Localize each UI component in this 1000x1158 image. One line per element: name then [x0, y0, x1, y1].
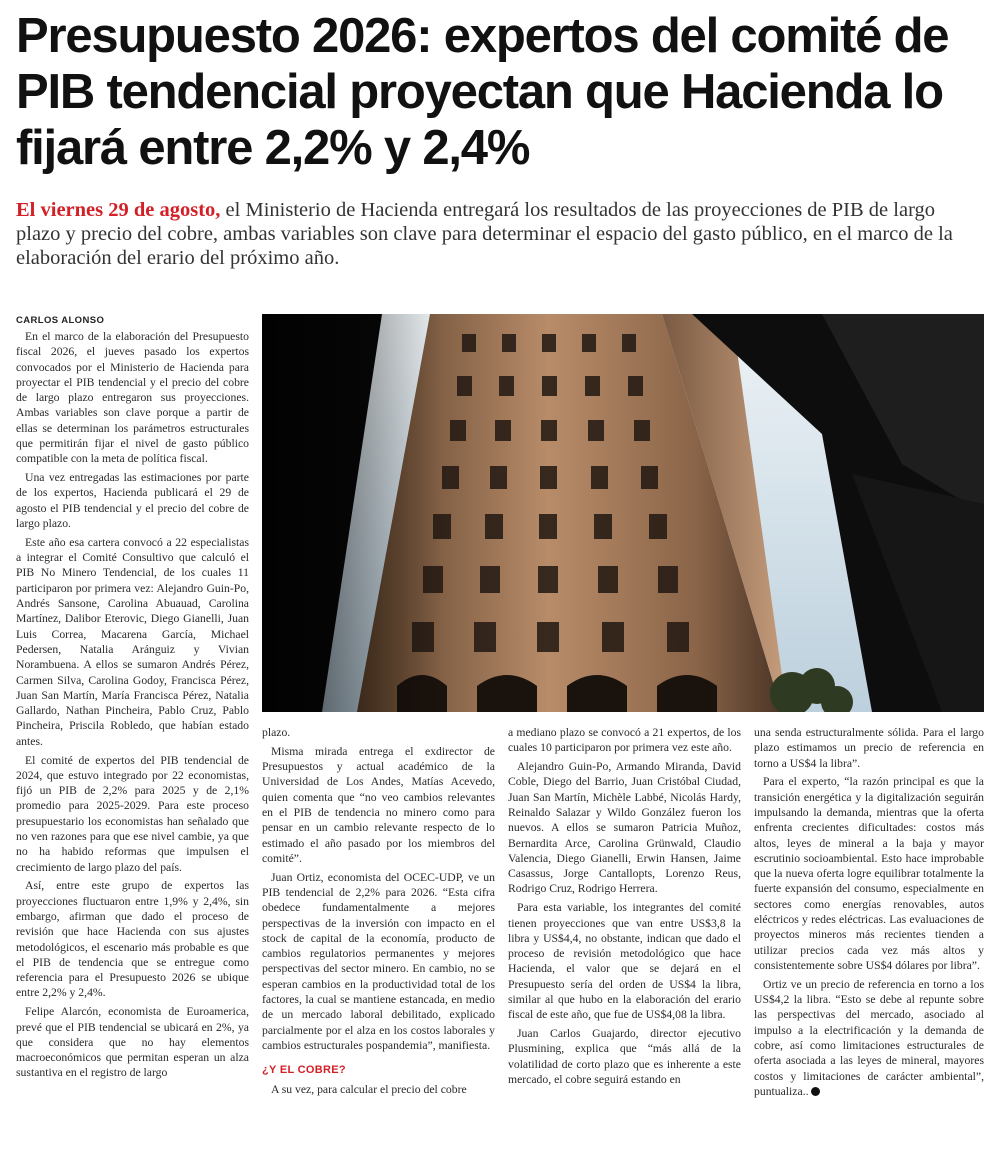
author-byline: CARLOS ALONSO: [16, 315, 105, 326]
article-lede: [16, 198, 981, 270]
text-column-1: [16, 329, 249, 1084]
paragraph-text: Ortiz ve un precio de referencia en torno a los US$4,2 la libra. “Esto se debe al repunte sobre las perspectivas del mercado, asociado al impulso a la electrificación y la demanda de cobre, así como limitaciones estructurales de oferta asociada a las leyes de mineral, mayores costos y limitaciones de carácter ambiental”, puntualiza..: [754, 977, 984, 1098]
paragraph: En el marco de la elaboración del Presupuesto fiscal 2026, el jueves pasado los expertos convocados por el Ministerio de Hacienda para proyectar el PIB tendencial y el precio del cobre de largo plazo entregaron sus proyecciones. Ambas variables son clave porque a partir de ellas se determinan los parámetros estructurales que permitirán fijar el nivel de gasto público compatible con la meta de política fiscal.: [16, 330, 249, 466]
paragraph: una senda estructuralmente sólida. Para el largo plazo estimamos un precio de referencia en torno a US$4 la libra”.: [754, 726, 984, 770]
lede-text: el Ministerio de Hacienda entregará los resultados de las proyecciones de PIB de largo plazo y precio del cobre, ambas variables son clave para determinar el espacio del gasto público, en el marco de la elaboración del erario del próximo año.: [16, 199, 953, 269]
paragraph: [754, 977, 984, 1099]
paragraph: Para el experto, “la razón principal es que la transición energética y la digitalización seguirán impulsando la demanda, mientras que la oferta enfrenta crecientes dificultades: costos más altos, leyes de mineral a la baja y mayor escrutinio socioambiental. Esto hace improbable que la nueva oferta logre equilibrar totalmente la fuerte expansión del consumo, especialmente en sectores como energías renovables, autos eléctricos y redes eléctricas. Las evaluaciones de proyectos mineros más recientes tienden a utilizar precios cada vez más altos y consistentemente sobre US$4 dólares por libra”.: [754, 775, 984, 972]
article-photo: [262, 314, 984, 712]
building-photo-illustration: [262, 314, 984, 712]
paragraph: Alejandro Guin-Po, Armando Miranda, David Coble, Diego del Barrio, Juan Cristóbal Ciudad, Juan San Martín, Michèle Labbé, Nicolás Hardy, Reinaldo Salazar y Wildo González fueron los nuevos. A ellos se sumaron Patricia Muñoz, Bernardita Arce, Carolina Grünwald, Claudio Valencia, Diego Gianelli, Erwin Hansen, Jaime Casassus, Jorge Cantallopts, Lorenzo Reus, Rodrigo Cruz, Rodrigo Herrera.: [508, 760, 741, 896]
section-subhead: ¿Y EL COBRE?: [262, 1064, 346, 1077]
paragraph: Juan Carlos Guajardo, director ejecutivo Plusmining, explica que “más allá de la volatilidad de corto plazo que es inherente a este mercado, el cobre seguirá estando en: [508, 1027, 741, 1087]
paragraph: a mediano plazo se convocó a 21 expertos, de los cuales 10 participaron por primera vez este año.: [508, 726, 741, 755]
article-headline: Presupuesto 2026: expertos del comité de PIB tendencial proyectan que Hacienda lo fijará entre 2,2% y 2,4%: [16, 9, 949, 175]
paragraph: plazo.: [262, 726, 291, 739]
paragraph: Este año esa cartera convocó a 22 especialistas a integrar el Comité Consultivo que calculó el PIB No Minero Tendencial, de los cuales 11 participaron por primera vez: Alejandro Guin-Po, Andrés Sansone, Carolina Abuauad, Carolina Martínez, Dalibor Eterovic, Diego Gianelli, Juan Luis Correa, Macarena García, Michael Pedersen, Natalia Aránguiz y Vivian Norambuena. A ellos se sumaron Andrés Pérez, Carmen Silva, Carolina Godoy, Francisca Pérez, Juan San Martín, María Francisca Pérez, Natalia Gallardo, Nathan Pincheira, Pablo Cruz, Pablo Pincheira, Priscila Robledo, que habían estado antes.: [16, 535, 249, 748]
text-column-3: [508, 725, 741, 1091]
paragraph: Felipe Alarcón, economista de Euroamerica, prevé que el PIB tendencial se ubicará en 2%, ya que considera que no hay elementos macroeconómicos que permitan esperan un alza sustantiva en el registro de largo: [16, 1005, 249, 1080]
text-column-4: [754, 725, 984, 1103]
paragraph: Misma mirada entrega el exdirector de Presupuestos y actual académico de la Universidad de Los Andes, Matías Acevedo, quien comenta que “no veo cambios relevantes en el PIB de tendencia no minero como para pensar en un cambio relevante respecto de lo estimado el año pasado por los miembros del comité”.: [262, 744, 495, 865]
paragraph: Así, entre este grupo de expertos las proyecciones fluctuaron entre 1,9% y 2,4%, sin embargo, afirman que dado el proceso de revisión que hace Hacienda con sus ajustes metodológicos, el escenario más probable es que el PIB de tendencia que se entregue como referencia para el Presupuesto 2026 se ubique entre 2,2% y 2,4%.: [16, 879, 249, 1000]
end-of-article-icon: [811, 1087, 820, 1096]
paragraph: Para esta variable, los integrantes del comité tienen proyecciones que van entre US$3,8 la libra y US$4,4, no obstante, indican que dado el proceso de revisión metodológico que hace Hacienda, el valor que se dejará en el Presupuesto sería del orden de US$4 la libra, similar al que hubo en la elaboración del erario fiscal de este año, que fue de US$4,08 la libra.: [508, 901, 741, 1022]
text-column-2: [262, 725, 495, 1100]
paragraph: El comité de expertos del PIB tendencial de 2024, que estuvo integrado por 22 economistas, fijó un PIB de 2,2% para 2025 y de 2,1% promedio para 2025-2029. Para este proceso presupuestario los economistas han señalado que no ven razones para que ese nivel cambie, ya que no ha habido reformas que impulsen el crecimiento de largo plazo del país.: [16, 753, 249, 874]
paragraph: Una vez entregadas las estimaciones por parte de los expertos, Hacienda publicará el 29 de agosto el PIB tendencial y el precio del cobre de largo plazo.: [16, 471, 249, 531]
paragraph: A su vez, para calcular el precio del cobre: [271, 1082, 467, 1096]
lede-highlight: El viernes 29 de agosto,: [16, 199, 221, 221]
paragraph: Juan Ortiz, economista del OCEC-UDP, ve un PIB tendencial de 2,2% para 2026. “Esta cifra obedece fundamentalmente a mejores perspectivas de la inversión con impacto en el stock de capital de la economía, producto de cambios regulatorios permanentes y mejores perspectivas del sector minero. En cambio, no se esperan cambios en la productividad total de los factores, la cual se mantiene estancada, en medio de un mercado laboral debilitado, explicado parcialmente por el alza en los costos laborales y cambios estructurales pospandemia”, manifiesta.: [262, 870, 495, 1052]
